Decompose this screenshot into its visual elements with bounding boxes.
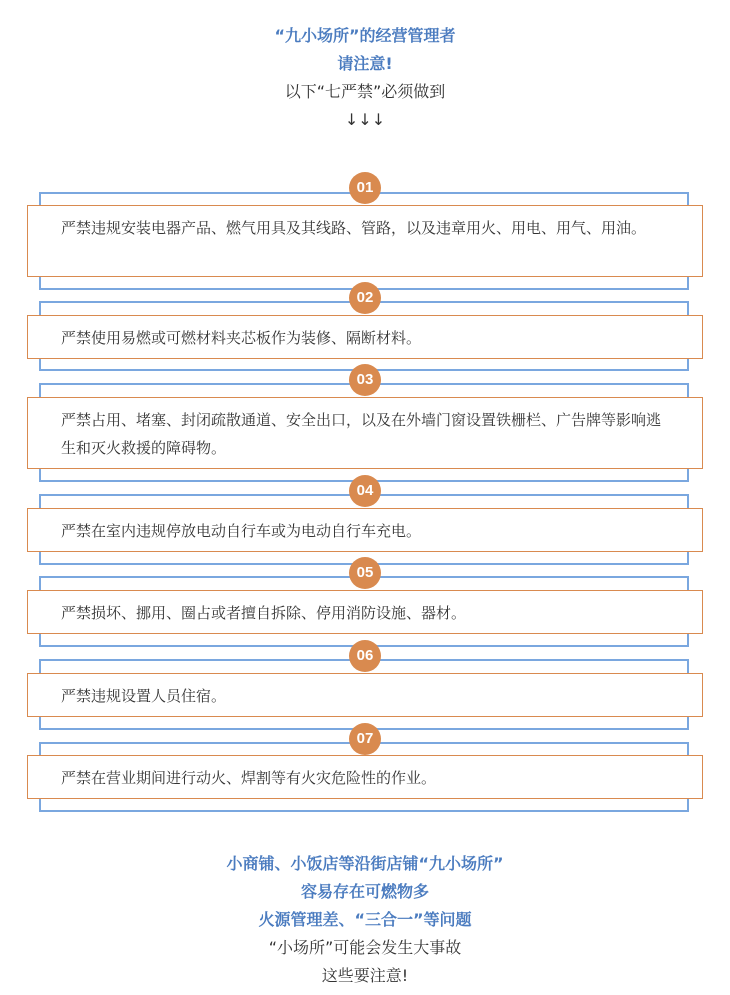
item-number-badge: 07: [349, 723, 381, 755]
item-card: [27, 205, 703, 277]
item-text: 严禁在营业期间进行动火、焊割等有火灾危险性的作业。: [61, 769, 437, 787]
item-text: 严禁占用、堵塞、封闭疏散通道、安全出口，以及在外墙门窗设置铁栅栏、广告牌等影响逃生和灭火救援的障碍物。: [61, 411, 662, 457]
footer-line-3: 火源管理差、“三合一”等问题: [258, 910, 472, 929]
item-text: 严禁使用易燃或可燃材料夹芯板作为装修、隔断材料。: [61, 329, 422, 347]
item-text: 严禁违规设置人员住宿。: [61, 687, 227, 705]
item-card: [27, 397, 703, 469]
down-arrows-icon: ↓↓↓: [344, 110, 386, 129]
item-card: [27, 508, 703, 552]
header-title: “九小场所”的经营管理者: [274, 26, 456, 45]
item-number-badge: 06: [349, 640, 381, 672]
item-text: 严禁违规安装电器产品、燃气用具及其线路、管路，以及违章用火、用电、用气、用油。: [61, 219, 647, 237]
header-notice: 请注意!: [337, 54, 393, 73]
item-card: [27, 315, 703, 359]
footer: [0, 850, 730, 990]
header-subtitle: 以下“七严禁”必须做到: [284, 82, 446, 101]
item-number-badge: 03: [349, 364, 381, 396]
item-card: [27, 755, 703, 799]
item-text: 严禁损坏、挪用、圈占或者擅自拆除、停用消防设施、器材。: [61, 604, 467, 622]
footer-line-1: 小商铺、小饭店等沿街店铺“九小场所”: [226, 854, 504, 873]
footer-line-2: 容易存在可燃物多: [300, 882, 429, 901]
item-card: [27, 673, 703, 717]
item-card: [27, 590, 703, 634]
item-number-badge: 01: [349, 172, 381, 204]
item-number-badge: 04: [349, 475, 381, 507]
header: [0, 22, 730, 134]
item-text: 严禁在室内违规停放电动自行车或为电动自行车充电。: [61, 522, 422, 540]
footer-line-5: 这些要注意!: [321, 966, 409, 985]
item-number-badge: 02: [349, 282, 381, 314]
footer-line-4: “小场所”可能会发生大事故: [268, 938, 462, 957]
item-number-badge: 05: [349, 557, 381, 589]
